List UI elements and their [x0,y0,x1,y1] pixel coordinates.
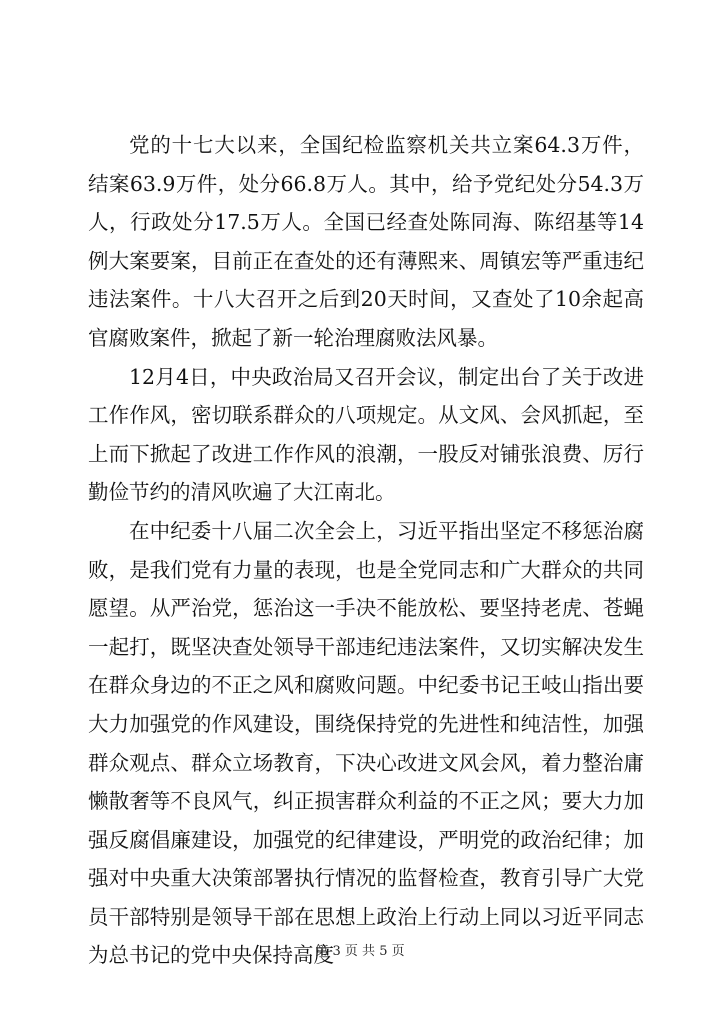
paragraph-3: 在中纪委十八届二次全会上，习近平指出坚定不移惩治腐败，是我们党有力量的表现，也是全党同志和广大群众的共同愿望。从严治党，惩治这一手决不能放松、要坚持老虎、苍蝇一起打，既坚决查处领导干部违纪违法案件，又切实解决发生在群众身边的不正之风和腐败问题。中纪委书记王岐山指出要大力加强党的作风建设，围绕保持党的先进性和纯洁性，加强群众观点、群众立场教育，下决心改进文风会风，着力整治庸懒散奢等不良风气，纠正损害群众利益的不正之风；要大力加强反腐倡廉建设，加强党的纪律建设，严明党的政治纪律；加强对中央重大决策部署执行情况的监督检查，教育引导广大党员干部特别是领导干部在思想上政治上行动上同以习近平同志为总书记的党中央保持高度 [88,518,644,968]
page-footer: 第 3 页 共 5 页 [315,944,405,959]
paragraph-2: 12月4日，中央政治局又召开会议，制定出台了关于改进工作作风，密切联系群众的八项规定。从文风、会风抓起，至上而下掀起了改进工作作风的浪潮，一股反对铺张浪费、厉行勤俭节约的清风吹遍了大江南北。 [88,364,644,505]
paragraph-1: 党的十七大以来，全国纪检监察机关共立案64.3万件，结案63.9万件，处分66.8万人。其中，给予党纪处分54.3万人，行政处分17.5万人。全国已经查处陈同海、陈绍基等14例大案要案，目前正在查处的还有薄熙来、周镇宏等严重违纪违法案件。十八大召开之后到20天时间，又查处了10余起高官腐败案件，掀起了新一轮治理腐败法风暴。 [88,133,644,350]
document-body [88,126,644,975]
